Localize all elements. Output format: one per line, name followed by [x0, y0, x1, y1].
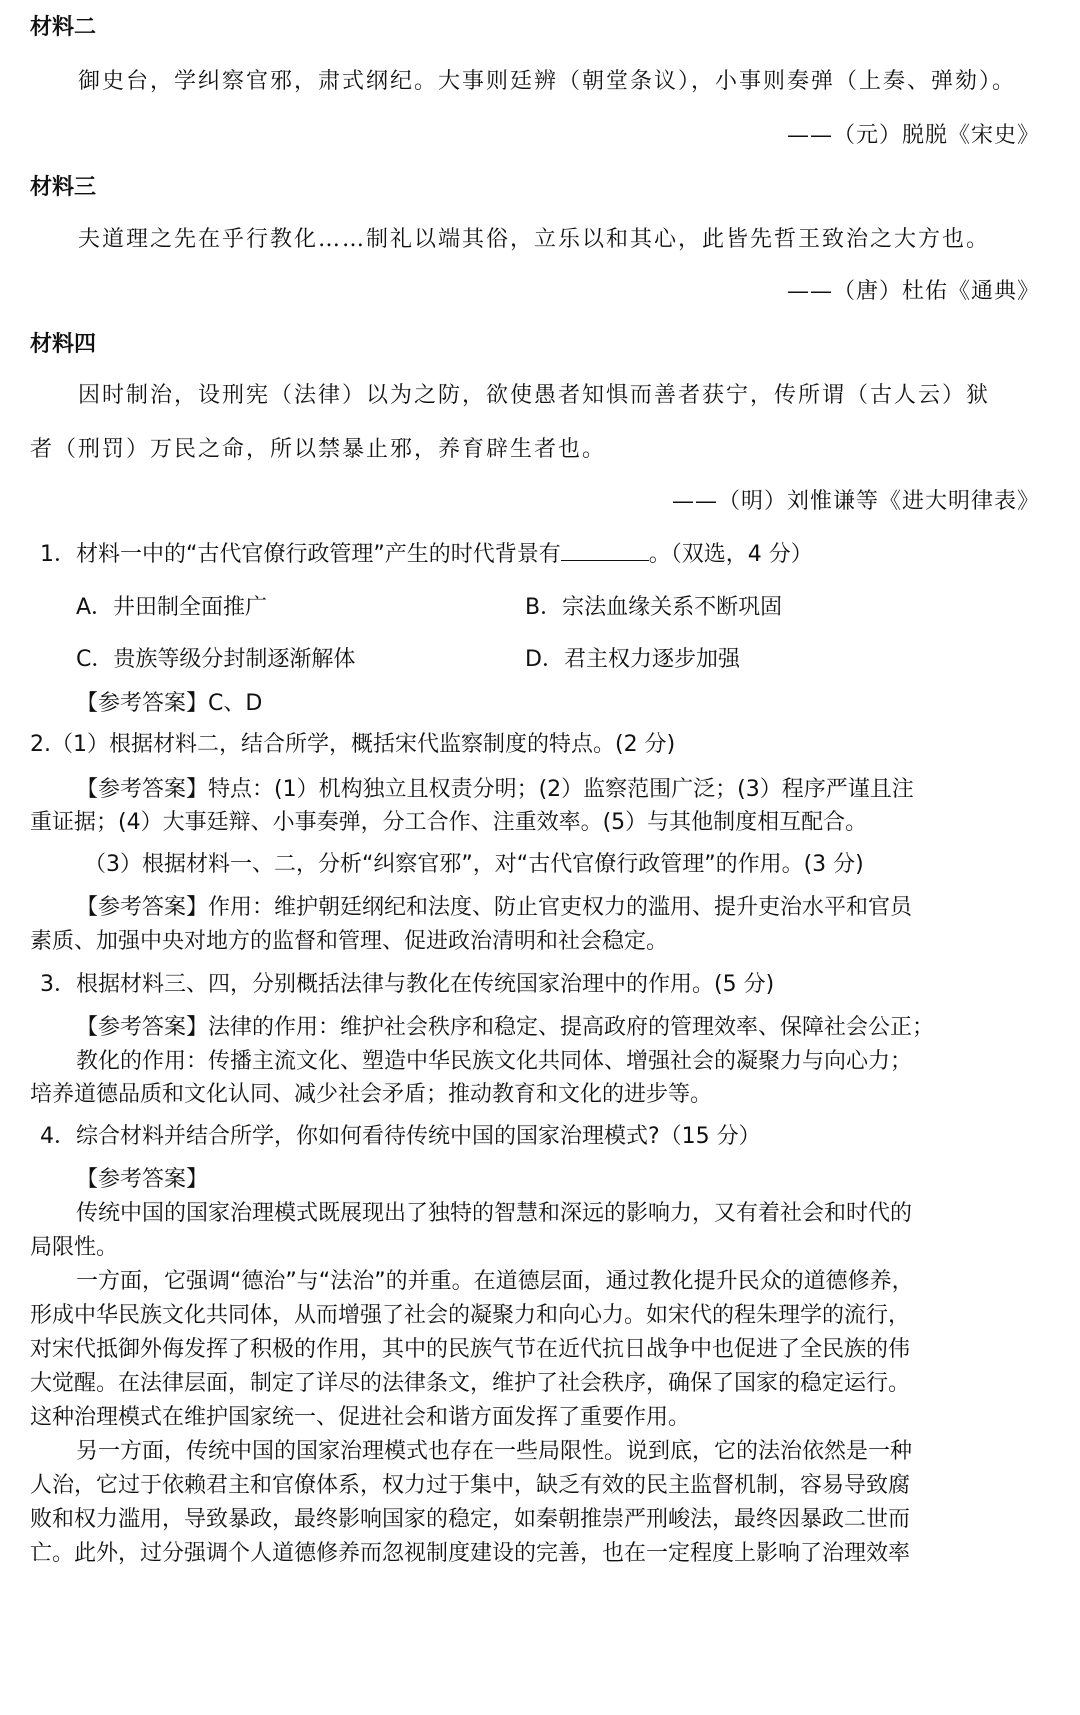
option-b: B．宗法血缘关系不断巩固 — [525, 595, 783, 620]
question-4-paragraph2-line5: 这种治理模式在维护国家统一、促进社会和谐方面发挥了重要作用。 — [30, 1405, 691, 1430]
question-1 — [40, 537, 813, 568]
question-4: 4．综合材料并结合所学，你如何看待传统中国的国家治理模式?（15 分） — [40, 1124, 761, 1149]
question-4-paragraph3-line4: 亡。此外，过分强调个人道德修养而忽视制度建设的完善，也在一定程度上影响了治理效率 — [30, 1541, 911, 1566]
material-four-quote-line1: 因时制治，设刑宪（法律）以为之防，欲使愚者知惧而善者获宁，传所谓（古人云）狱 — [78, 383, 991, 408]
question-1-answer: 【参考答案】C、D — [76, 691, 263, 716]
material-three-source: ——（唐）杜佑《通典》 — [786, 279, 1040, 304]
material-four-source: ——（明）刘惟谦等《进大明律表》 — [671, 489, 1040, 514]
material-two-heading: 材料二 — [30, 14, 97, 40]
question-2-sub3-answer-line1: 【参考答案】作用：维护朝廷纲纪和法度、防止官吏权力的滥用、提升吏治水平和官员 — [76, 895, 913, 920]
material-two-source: ——（元）脱脱《宋史》 — [786, 123, 1040, 148]
question-4-paragraph3-line3: 败和权力滥用，导致暴政，最终影响国家的稳定，如秦朝推崇严刑峻法，最终因暴政二世而 — [30, 1507, 911, 1532]
material-four-heading: 材料四 — [30, 331, 97, 357]
option-d: D．君主权力逐步加强 — [525, 647, 740, 672]
question-4-paragraph2-line3: 对宋代抵御外侮发挥了积极的作用，其中的民族气节在近代抗日战争中也促进了全民族的伟 — [30, 1337, 911, 1362]
question-4-paragraph2-line2: 形成中华民族文化共同体，从而增强了社会的凝聚力和向心力。如宋代的程朱理学的流行， — [30, 1303, 911, 1328]
material-three-heading: 材料三 — [30, 174, 97, 200]
question-4-answer-label: 【参考答案】 — [76, 1167, 209, 1192]
answer-blank — [561, 542, 649, 561]
material-four-quote-line2: 者（刑罚）万民之命，所以禁暴止邪，养育辟生者也。 — [30, 437, 607, 462]
question-2-sub3: （3）根据材料一、二，分析“纠察官邪”，对“古代官僚行政管理”的作用。(3 分) — [84, 852, 864, 877]
question-4-paragraph2-line1: 一方面，它强调“德治”与“法治”的并重。在道德层面，通过教化提升民众的道德修养， — [76, 1269, 914, 1294]
question-2-sub3-answer-line2: 素质、加强中央对地方的监督和管理、促进政治清明和社会稳定。 — [30, 929, 669, 954]
material-three-quote: 夫道理之先在乎行教化……制礼以端其俗，立乐以和其心，此皆先哲王致治之大方也。 — [78, 227, 991, 252]
question-4-paragraph2-line4: 大觉醒。在法律层面，制定了详尽的法律条文，维护了社会秩序，确保了国家的稳定运行。 — [30, 1371, 911, 1396]
question-1-text: 1．材料一中的“古代官僚行政管理”产生的时代背景有 — [40, 542, 561, 567]
question-2: 2.（1）根据材料二，结合所学，概括宋代监察制度的特点。(2 分) — [30, 732, 676, 757]
question-4-paragraph1-line1: 传统中国的国家治理模式既展现出了独特的智慧和深远的影响力，又有着社会和时代的 — [76, 1201, 913, 1226]
question-3: 3．根据材料三、四，分别概括法律与教化在传统国家治理中的作用。(5 分) — [40, 972, 775, 997]
question-4-paragraph1-line2: 局限性。 — [30, 1235, 119, 1260]
material-two-quote: 御史台，学纠察官邪，肃式纲纪。大事则廷辨（朝堂条议），小事则奏弹（上奏、弹劾）。 — [78, 69, 1017, 94]
question-3-answer-line3: 培养道德品质和文化认同、减少社会矛盾；推动教育和文化的进步等。 — [30, 1082, 713, 1107]
question-4-paragraph3-line1: 另一方面，传统中国的国家治理模式也存在一些局限性。说到底，它的法治依然是一种 — [76, 1439, 913, 1464]
question-4-paragraph3-line2: 人治，它过于依赖君主和官僚体系，权力过于集中，缺乏有效的民主监督机制，容易导致腐 — [30, 1473, 911, 1498]
option-a: A．井田制全面推广 — [76, 595, 268, 620]
question-1-points: 。（双选，4 分） — [648, 542, 813, 567]
option-c: C．贵族等级分封制逐渐解体 — [76, 647, 356, 672]
question-3-answer-line1: 【参考答案】法律的作用：维护社会秩序和稳定、提高政府的管理效率、保障社会公正； — [76, 1015, 935, 1040]
question-2-answer-line2: 重证据；(4）大事廷辩、小事奏弹，分工合作、注重效率。(5）与其他制度相互配合。 — [30, 810, 868, 835]
question-2-answer-line1: 【参考答案】特点：(1）机构独立且权责分明；(2）监察范围广泛；(3）程序严谨且注 — [76, 777, 914, 802]
question-3-answer-line2: 教化的作用：传播主流文化、塑造中华民族文化共同体、增强社会的凝聚力与向心力； — [76, 1049, 913, 1074]
